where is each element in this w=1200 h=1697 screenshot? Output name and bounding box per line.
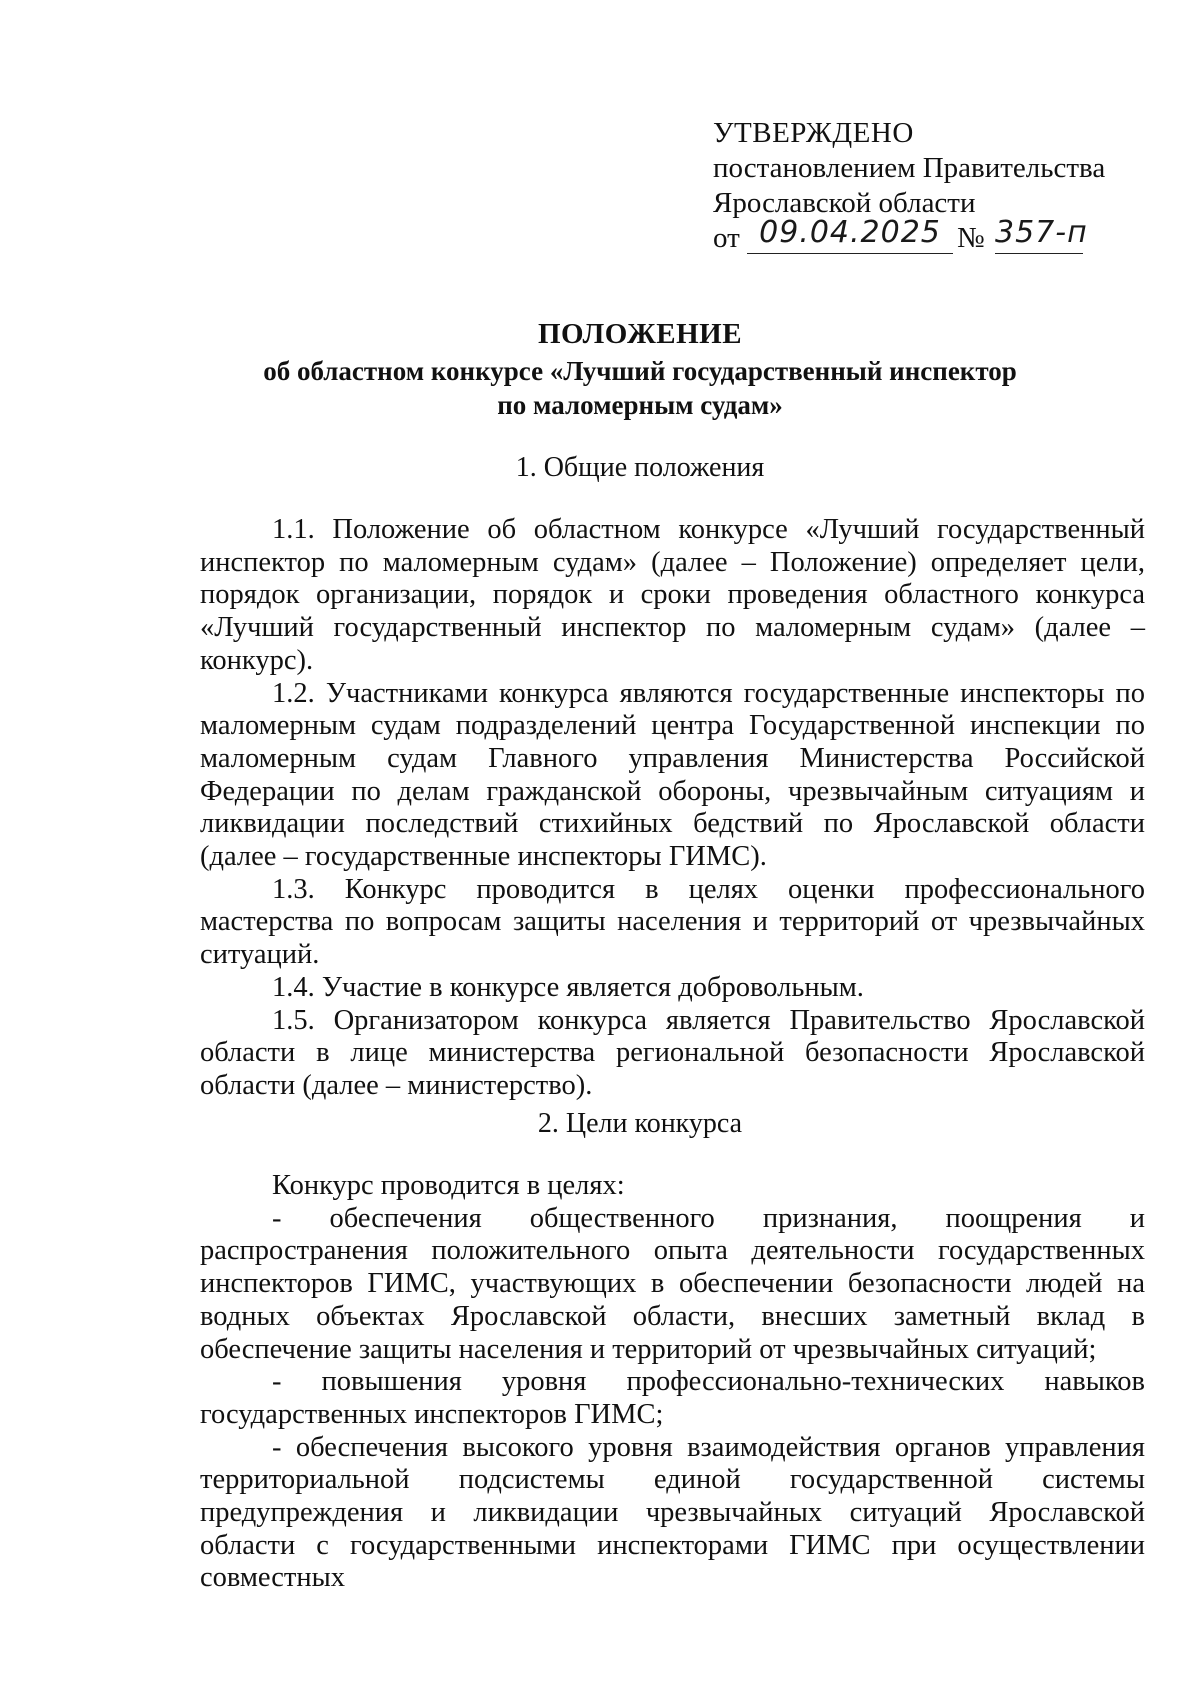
paragraph-1-3: 1.3. Конкурс проводится в целях оценки профессионального мастерства по вопросам защиты населения и территорий от чрезвычайных ситуаций. bbox=[200, 873, 1145, 971]
section-1-heading: 1. Общие положения bbox=[515, 452, 765, 483]
approval-line-2: Ярославской области bbox=[713, 187, 976, 219]
document-subtitle-line-2: по маломерным судам» bbox=[497, 390, 783, 420]
section-2-heading: 2. Цели конкурса bbox=[537, 1108, 743, 1139]
document-subtitle-line-1: об областном конкурсе «Лучший государственный инспектор bbox=[263, 356, 1017, 386]
approval-heading: УТВЕРЖДЕНО bbox=[713, 117, 914, 149]
goal-item: - обеспечения высокого уровня взаимодействия органов управления территориальной подсистемы единой государственной системы предупреждения и ликвидации чрезвычайных ситуаций Ярославской области с государственными инспекторами ГИМС при осуществлении совместных bbox=[200, 1431, 1145, 1594]
paragraph-1-5: 1.5. Организатором конкурса является Правительство Ярославской области в лице министерства региональной безопасности Ярославской области (далее – министерство). bbox=[200, 1004, 1145, 1101]
paragraph-1-2: 1.2. Участниками конкурса являются государственные инспекторы по маломерным судам подразделений центра Государственной инспекции по маломерным судам Главного управления Министерства Российской Федерации по делам гражданской обороны, чрезвычайным ситуациям и ликвидации последствий стихийных бедствий по Ярославской области (далее – государственные инспекторы ГИМС). bbox=[200, 677, 1145, 873]
goal-item: - обеспечения общественного признания, поощрения и распространения положительного опыта деятельности государственных инспекторов ГИМС, участвующих в обеспечении безопасности людей на водных объектах Ярославской области, внесших заметный вклад в обеспечение защиты населения и территорий от чрезвычайных ситуаций; bbox=[200, 1202, 1145, 1365]
paragraph-1-1: 1.1. Положение об областном конкурсе «Лучший государственный инспектор по маломерным судам» (далее – Положение) определяет цели, порядок организации, порядок и сроки проведения областного конкурса «Лучший государственный инспектор по маломерным судам» (далее – конкурс). bbox=[200, 514, 1145, 676]
section-1-body bbox=[200, 514, 1145, 1103]
approval-block bbox=[713, 116, 1153, 261]
approval-line-1: постановлением Правительства bbox=[713, 152, 1106, 184]
date-prefix: от bbox=[713, 222, 740, 254]
handwritten-date: 09.04.2025 bbox=[747, 215, 953, 254]
paragraph-1-4: 1.4. Участие в конкурсе является добровольным. bbox=[272, 971, 864, 1003]
approval-date-row bbox=[713, 215, 1153, 261]
section-2-intro: Конкурс проводится в целях: bbox=[272, 1170, 625, 1201]
handwritten-number: 357-п bbox=[995, 215, 1083, 254]
goal-item: - повышения уровня профессионально-технических навыков государственных инспекторов ГИМС; bbox=[200, 1366, 1145, 1430]
number-prefix: № bbox=[957, 222, 985, 254]
document-title: ПОЛОЖЕНИЕ bbox=[537, 318, 743, 350]
section-2-body bbox=[200, 1170, 1145, 1595]
